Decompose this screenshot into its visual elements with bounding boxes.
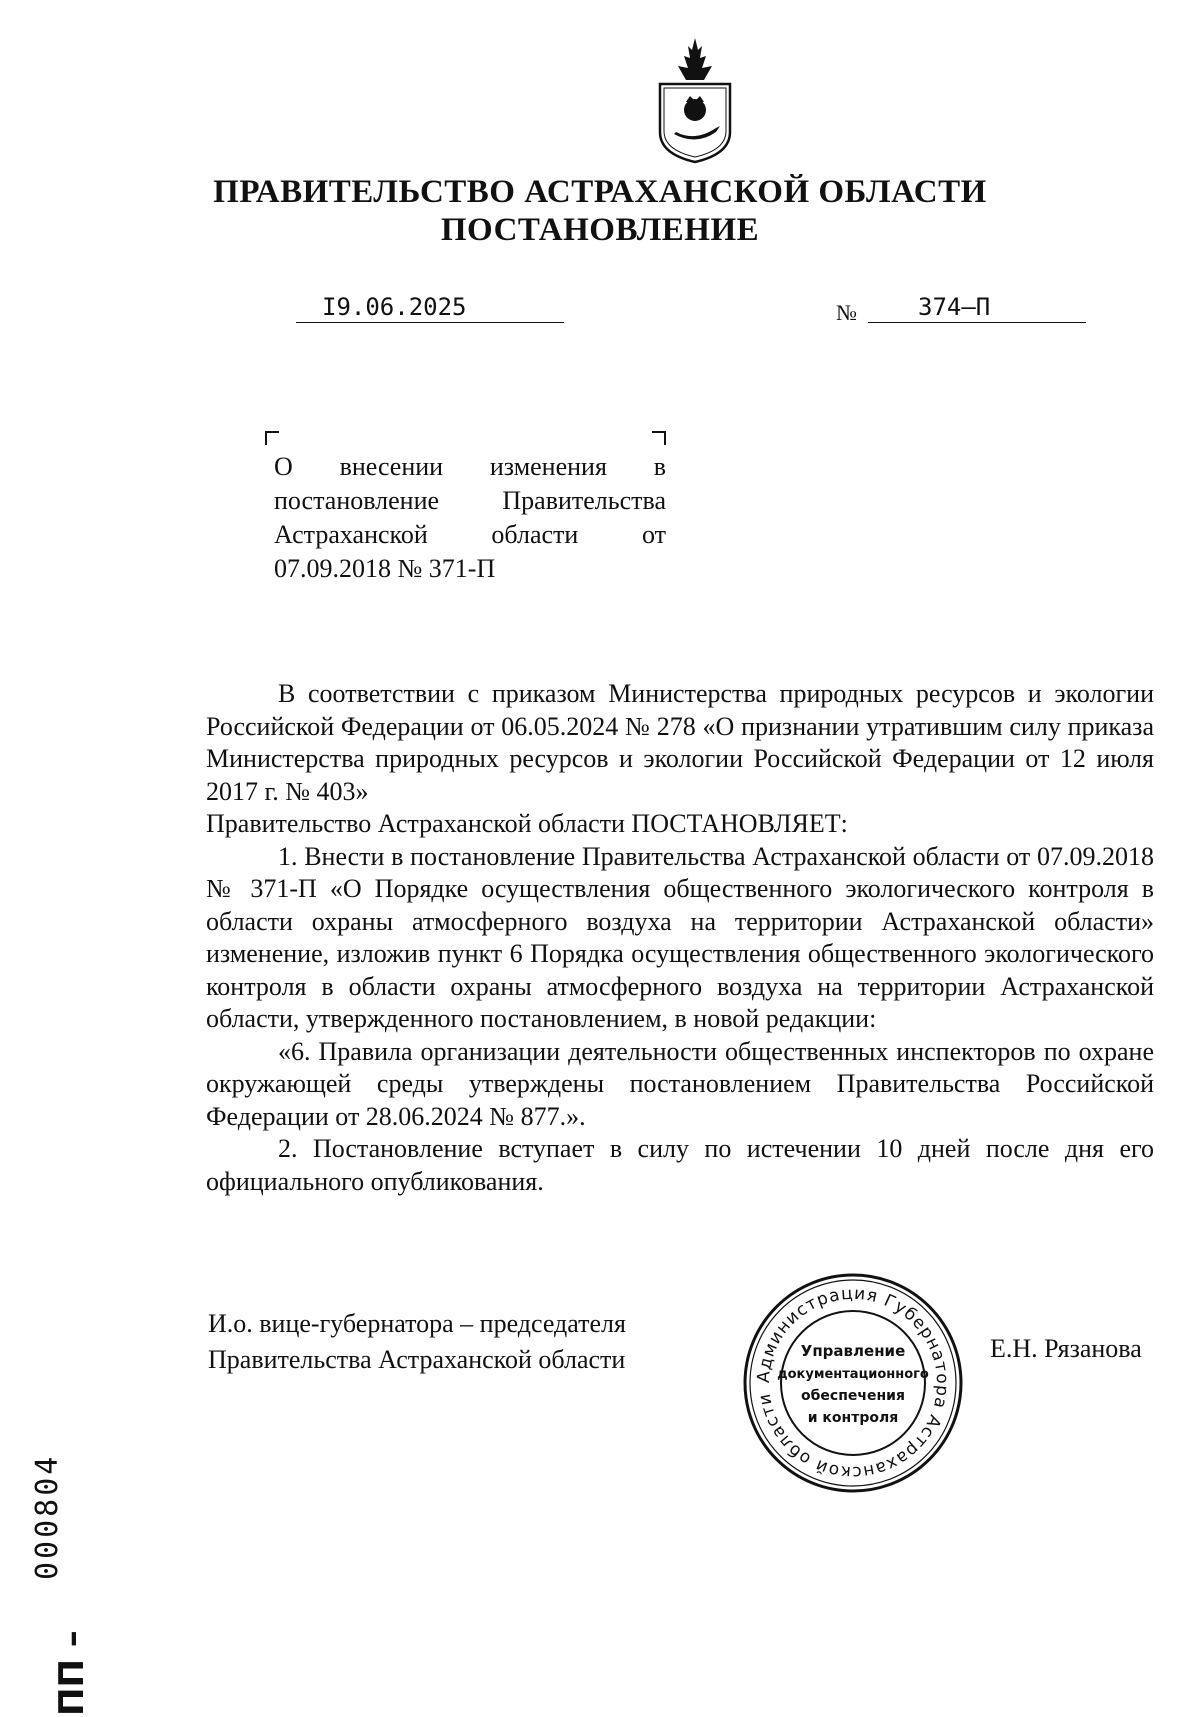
margin-serial-number: 000804 — [30, 1453, 65, 1580]
organization-title: ПРАВИТЕЛЬСТВО АСТРАХАНСКОЙ ОБЛАСТИ — [213, 174, 987, 210]
document-body — [206, 678, 1154, 1198]
item-1-quote-paragraph: «6. Правила организации деятельности общественных инспекторов по охране окружающей среды утверждены постановлением Правительства Российской Федерации от 28.06.2024 № 877.». — [206, 1036, 1154, 1131]
document-number: 374–П — [918, 293, 991, 321]
subject-corner-left — [265, 431, 279, 445]
signatory-position — [208, 1306, 626, 1378]
stamp-ring-text: Администрация Губернатора Астраханской области — [753, 1283, 953, 1483]
subject-text: О внесении изменения в постановление Правительства Астраханской области от 07.09.2018 № 371-П — [274, 452, 666, 583]
stamp-line-2: документационного — [777, 1367, 929, 1382]
coat-of-arms-emblem — [650, 36, 740, 166]
subject-corner-right — [652, 431, 666, 445]
stamp-line-1: Управление — [800, 1342, 906, 1360]
margin-document-code: ПП – — [52, 1630, 92, 1716]
preamble-paragraph: В соответствии с приказом Министерства природных ресурсов и экологии Российской Федерации от 06.05.2024 № 278 «О признании утратившим силу приказа Министерства природных ресурсов и экологии Российской Федерации от 12 июля 2017 г. № 403» — [206, 679, 1154, 806]
svg-text:Администрация Губернатора Астр — [754, 1284, 952, 1482]
stamp-line-4: и контроля — [807, 1410, 899, 1426]
item-2-paragraph: 2. Постановление вступает в силу по истечении 10 дней после дня его официального опубликования. — [206, 1134, 1154, 1196]
document-type-title: ПОСТАНОВЛЕНИЕ — [440, 212, 760, 248]
position-line-2: Правительства Астраханской области — [208, 1345, 626, 1374]
item-1-paragraph: 1. Внести в постановление Правительства Астраханской области от 07.09.2018 № 371-П «О Порядке осуществления общественного экологического контроля в области охраны атмосферного воздуха на территории Астраханской области» изменение, изложив пункт 6 Порядка осуществления общественного экологического контроля в области охраны атмосферного воздуха на территории Астраханской области, утвержденного постановлением, в новой редакции: — [206, 841, 1154, 1033]
signatory-name: Е.Н. Рязанова — [990, 1334, 1142, 1363]
official-stamp — [740, 1270, 966, 1496]
position-line-1: И.о. вице-губернатора – председателя — [208, 1309, 626, 1338]
decree-line: Правительство Астраханской области ПОСТАНОВЛЯЕТ: — [206, 809, 848, 838]
document-date: I9.06.2025 — [322, 293, 467, 321]
stamp-line-3: обеспечения — [801, 1388, 905, 1404]
number-sign: № — [836, 300, 857, 325]
